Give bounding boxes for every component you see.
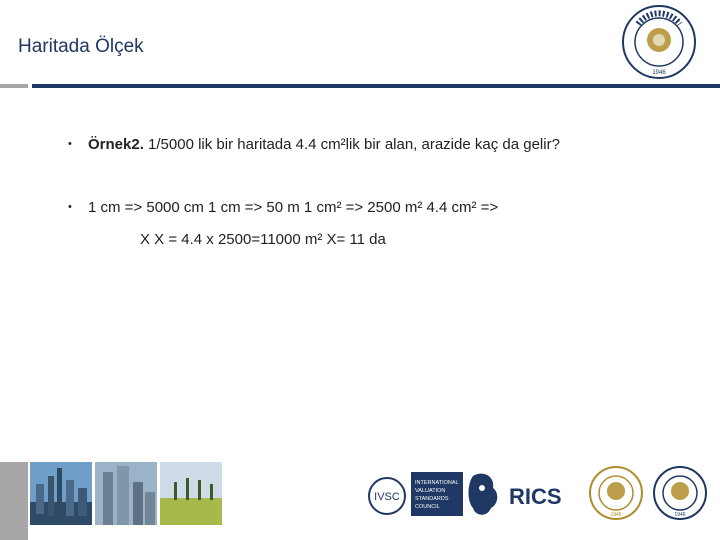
seal2-year: 1946 [674, 512, 686, 518]
bullet-solution [68, 199, 498, 216]
header-rule-gray [0, 84, 28, 88]
university-seal-logo [620, 4, 698, 80]
footer-gray-strip [0, 462, 28, 540]
seal-logo-2 [652, 462, 708, 524]
seal1-year: 1946 [610, 512, 622, 518]
seal-year: 1946 [652, 70, 666, 76]
ivsc-line-3: STANDARDS [415, 496, 449, 502]
landscape-photo [160, 462, 222, 525]
bullet-dot: • [68, 201, 72, 213]
bullet-dot: • [68, 138, 72, 150]
ivsc-logo [365, 462, 465, 524]
seal-logo-1 [588, 462, 644, 524]
solution-continuation: X X = 4.4 x 2500=11000 m² X= 11 da [140, 231, 386, 248]
ivsc-line-1: INTERNATIONAL [415, 480, 459, 486]
ivsc-line-4: COUNCIL [415, 504, 440, 510]
rics-label: RICS [509, 484, 562, 509]
bullet-example [68, 136, 560, 153]
header-rule-blue [32, 84, 720, 88]
city-photo-1 [30, 462, 92, 525]
rics-logo [465, 462, 580, 524]
example-text: 1/5000 lik bir haritada 4.4 cm²lik bir alan, arazide kaç da gelir? [143, 136, 560, 153]
example-label: Örnek2. [88, 136, 144, 153]
slide-title: Haritada Ölçek [18, 36, 144, 57]
solution-text: 1 cm => 5000 cm 1 cm => 50 m 1 cm² => 2500 m² 4.4 cm² => [88, 199, 499, 216]
ivsc-label: IVSC [374, 491, 400, 503]
city-photo-2 [95, 462, 157, 525]
ivsc-line-2: VALUATION [415, 488, 446, 494]
